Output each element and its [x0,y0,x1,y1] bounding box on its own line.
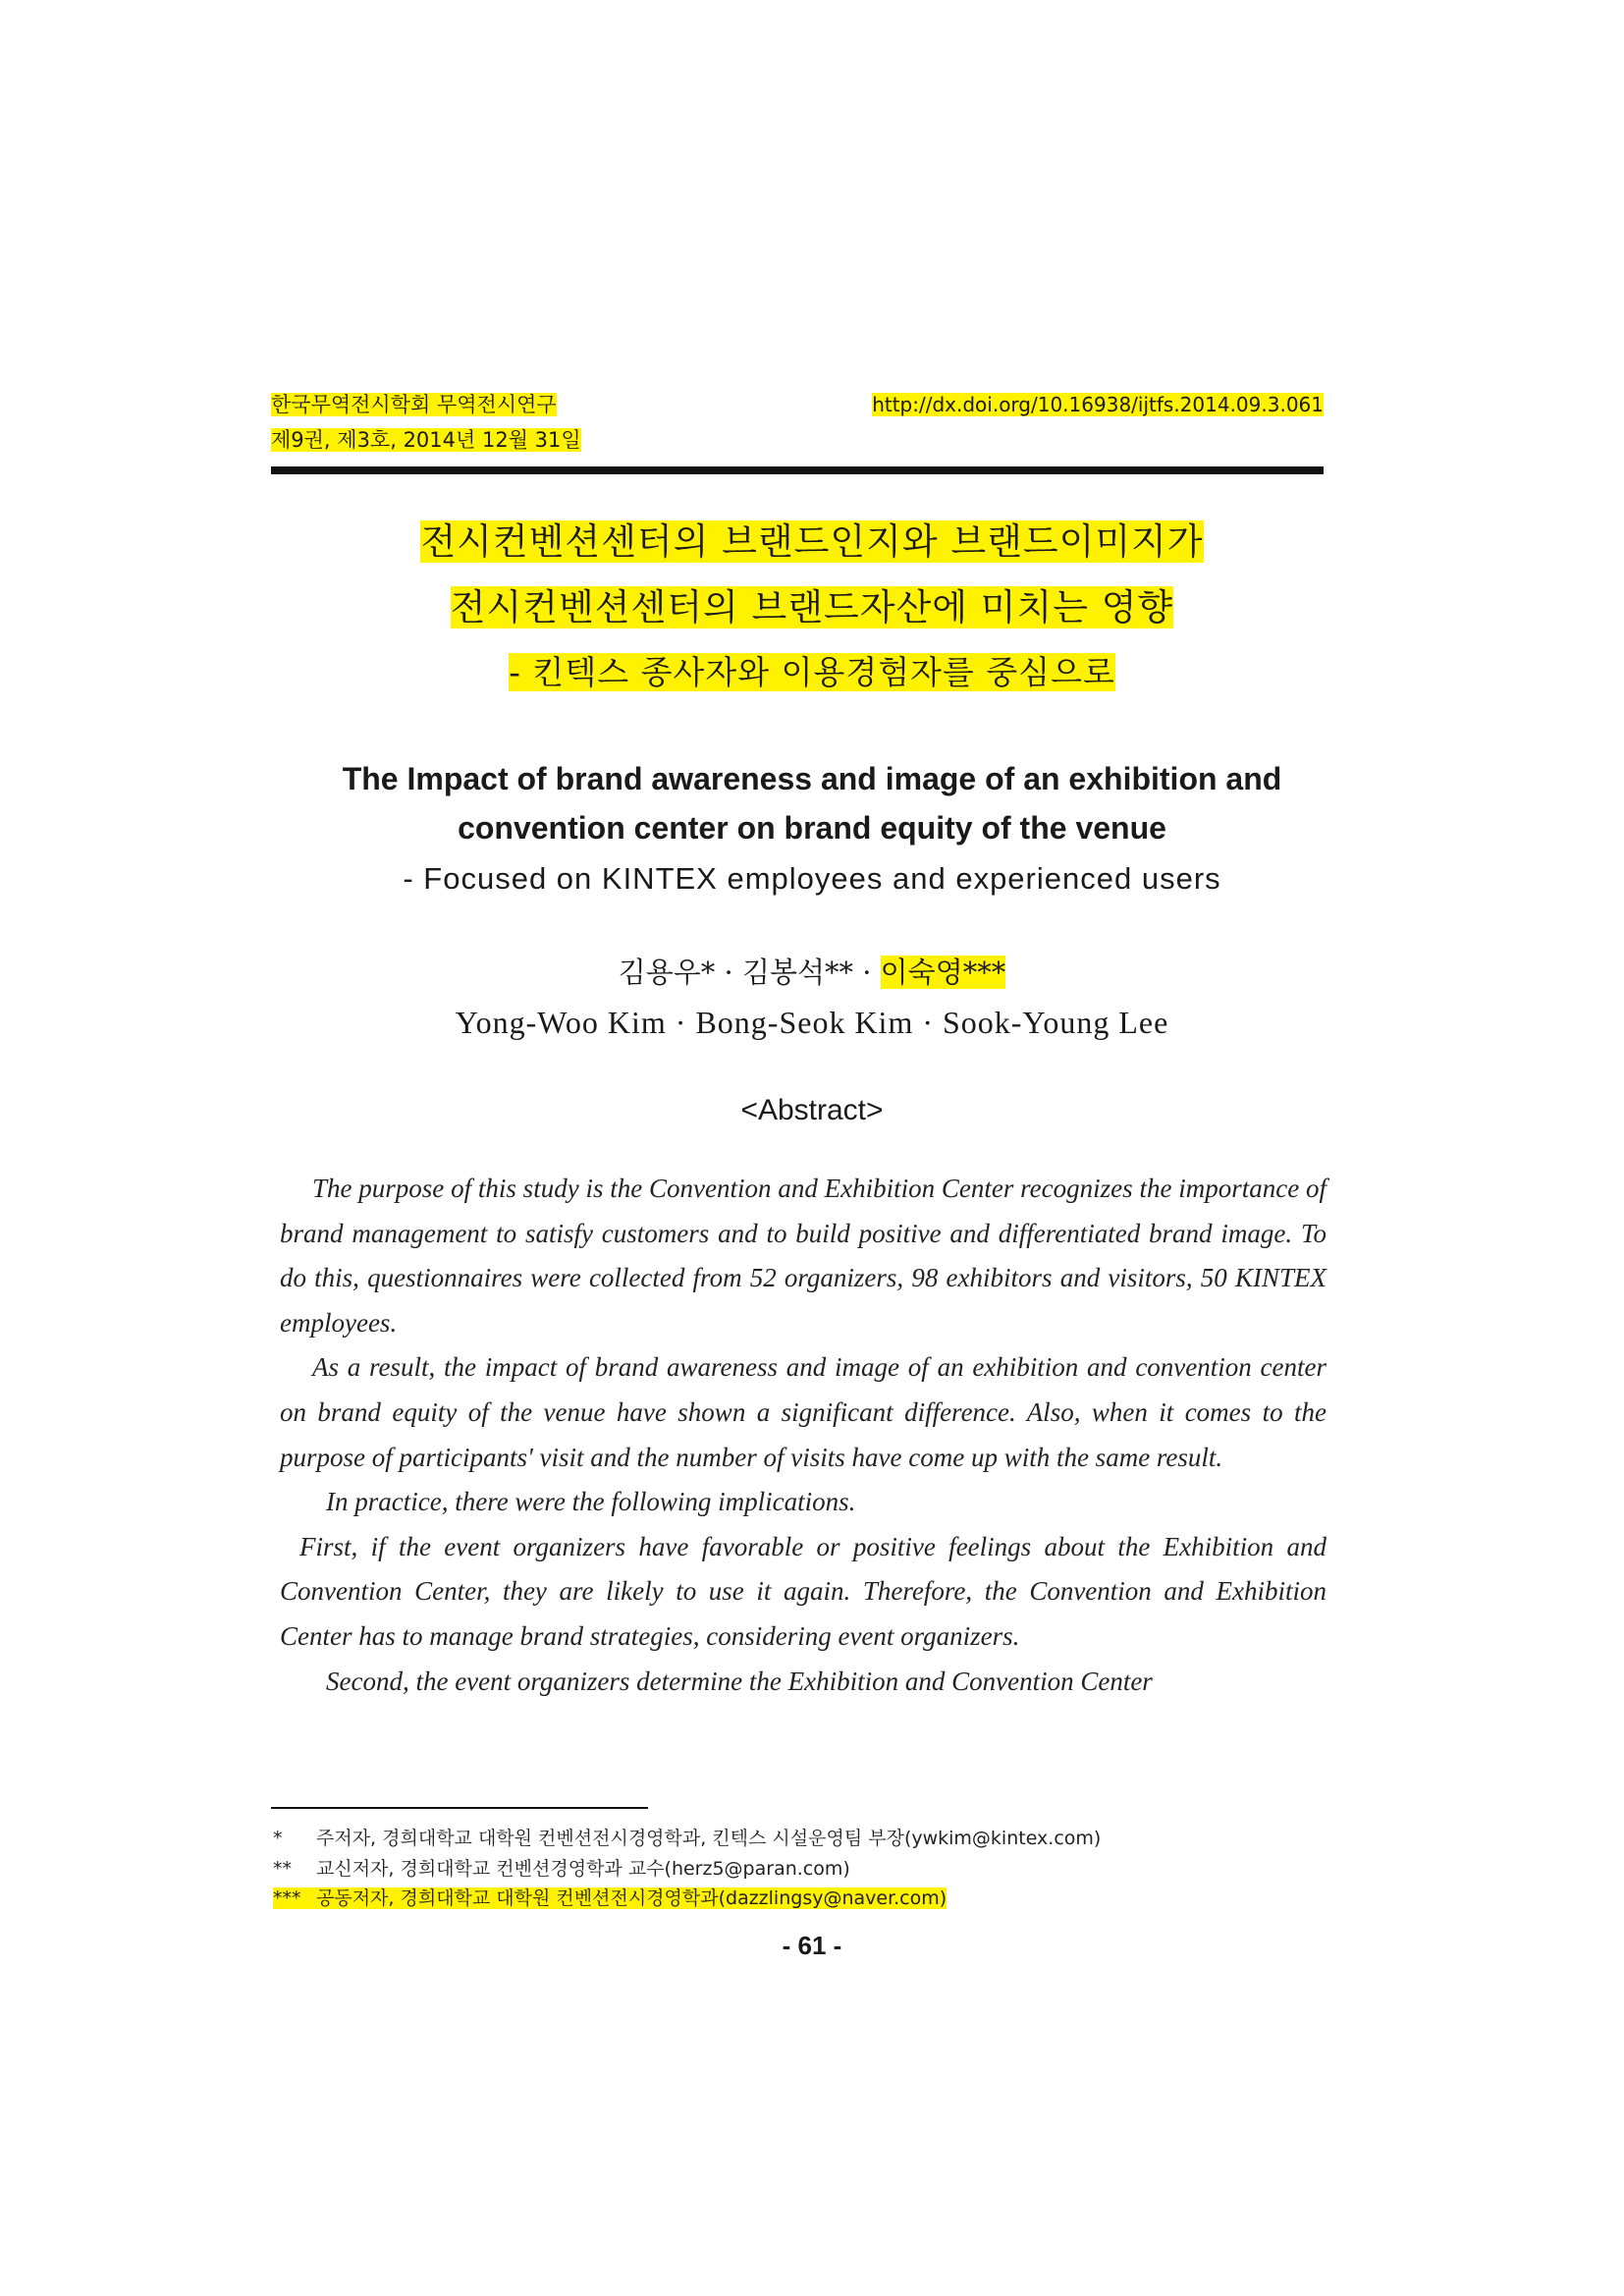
abstract-body [280,1167,1326,1704]
abstract-heading: <Abstract> [740,1094,884,1126]
english-subtitle: - Focused on KINTEX employees and experienced users [403,861,1221,896]
header-rule [271,466,1324,474]
english-title-line-1: The Impact of brand awareness and image of an exhibition and [342,761,1282,796]
footnote-text: 주저자, 경희대학교 대학원 컨벤션전시경영학과, 킨텍스 시설운영팀 부장(ywkim@kintex.com) [316,1828,1102,1849]
abstract-paragraph-4: First, if the event organizers have favorable or positive feelings about the Exhibition and Convention Center, they are likely to use it again. Therefore, the Convention and Exhibition Center has to manage brand strategies, considering event organizers. [280,1531,1326,1651]
footnotes [273,1824,1333,1914]
abstract-paragraph-2: As a result, the impact of brand awareness and image of an exhibition and convention center on brand equity of the venue have shown a significant difference. Also, when it comes to the purpose of participants' visit and the number of visits have come up with the same result. [280,1352,1326,1472]
page-number: - 61 - [782,1931,842,1960]
korean-title-line-2-text: 전시컨벤션센터의 브랜드자산에 미치는 영향 [450,586,1174,629]
korean-subtitle-text: - 킨텍스 종사자와 이용경험자를 중심으로 [509,653,1115,691]
footnote-marker: ** [273,1857,292,1880]
korean-title-line-1-text: 전시컨벤션센터의 브랜드인지와 브랜드이미지가 [420,520,1204,563]
footnote-marker: * [273,1828,283,1849]
footnote-text: 공동저자, 경희대학교 대학원 컨벤션전시경영학과(dazzlingsy@naver.com) [316,1887,947,1909]
english-title-line-2: convention center on brand equity of the venue [458,810,1166,846]
abstract-paragraph-1: The purpose of this study is the Convention and Exhibition Center recognizes the importance of brand management to satisfy customers and to build positive and differentiated brand image. To do this, questionnaires were collected from 52 organizers, 98 exhibitors and visitors, 50 KINTEX employees. [280,1174,1326,1338]
footnote-rule [271,1807,648,1809]
footnote-marker: *** [273,1887,301,1909]
footnote [273,1884,1333,1914]
abstract-paragraph-3: In practice, there were the following implications. [326,1487,856,1517]
korean-subtitle [0,648,1624,697]
authors-korean [0,951,1624,991]
author-highlighted: 이숙영*** [880,956,1006,989]
abstract-paragraph-5: Second, the event organizers determine the Exhibition and Convention Center [326,1666,1153,1696]
authors-korean-main: 김용우* · 김봉석** · [618,956,881,989]
doi-text: http://dx.doi.org/10.16938/ijtfs.2014.09.3.061 [872,393,1324,416]
footnote [273,1854,1333,1885]
footnote-text: 교신저자, 경희대학교 컨벤션경영학과 교수(herz5@paran.com) [316,1857,850,1880]
journal-issue: 제9권, 제3호, 2014년 12월 31일 [271,428,581,452]
footnote [273,1824,1333,1854]
authors-english: Yong-Woo Kim · Bong-Seok Kim · Sook-Young Lee [455,1005,1169,1040]
korean-title-line-2 [0,583,1624,632]
journal-info [271,387,581,458]
journal-name: 한국무역전시학회 무역전시연구 [271,393,557,416]
korean-title-line-1 [0,518,1624,567]
doi-link[interactable] [872,387,1324,422]
